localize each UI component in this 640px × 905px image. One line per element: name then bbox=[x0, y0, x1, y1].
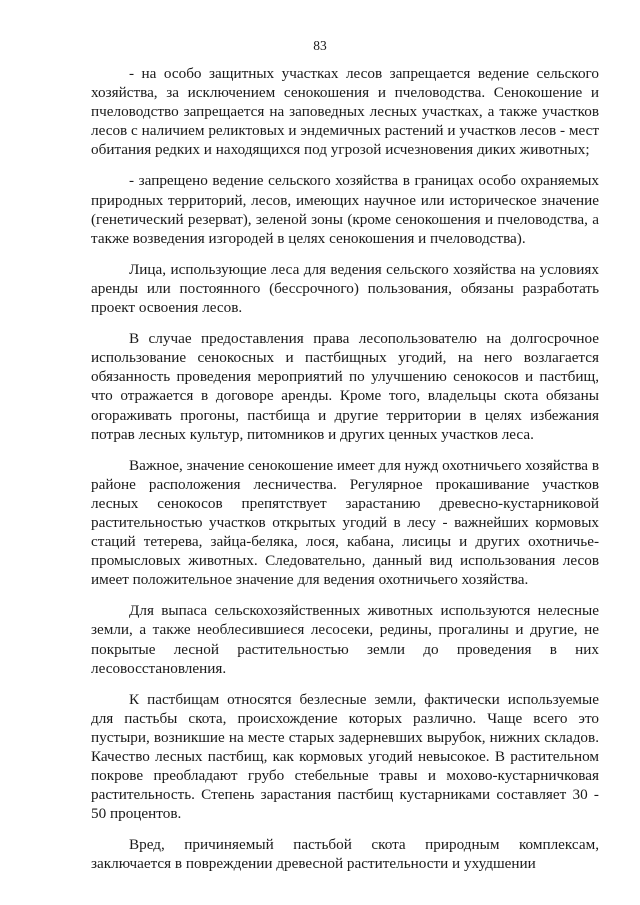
paragraph-grazing-harm: Вред, причиняемый пастьбой скота природным комплексам, заключается в повреждении древесной растительности и ухудшении bbox=[91, 836, 599, 873]
paragraph-pastures: К пастбищам относятся безлесные земли, фактически используемые для пастьбы скота, происхождение которых различно. Чаще всего это пустыри, возникшие на месте старых задерневших вырубок, нижних складов. Качество лесных пастбищ, как кормовых угодий невысокое. В растительном покрове преобладают грубо стебельные травы и мохово-кустарничковая растительность. Степень зарастания пастбищ кустарниками составляет 30 - 50 процентов. bbox=[91, 690, 599, 823]
page-number: 83 bbox=[313, 38, 327, 53]
paragraph-protected-territories: - запрещено ведение сельского хозяйства в границах особо охраняемых природных территорий, лесов, имеющих научное или историческое значение (генетический резерват), зеленой зоны (кроме сенокошения и пчеловодства, а также возведения изгородей в целях сенокошения и пчеловодства). bbox=[91, 172, 599, 247]
document-body bbox=[91, 64, 599, 886]
paragraph-protective-forests: - на особо защитных участках лесов запрещается ведение сельского хозяйства, за исключением сенокошения и пчеловодства. Сенокошение и пчеловодство запрещается на заповедных лесных участках, а также участков лесов с наличием реликтовых и эндемичных растений и участков лесов - мест обитания редких и находящихся под угрозой исчезновения диких животных; bbox=[91, 65, 599, 159]
paragraph-forest-development-project: Лица, использующие леса для ведения сельского хозяйства на условиях аренды или постоянного (бессрочного) пользования, обязаны разработать проект освоения лесов. bbox=[91, 260, 599, 317]
paragraph-grazing-lands: Для выпаса сельскохозяйственных животных используются нелесные земли, а также необлесившиеся лесосеки, редины, прогалины и другие, не покрытые лесной растительностью земли до проведения в них лесовосстановления. bbox=[91, 602, 599, 677]
paragraph-hunting-importance: Важное, значение сенокошение имеет для нужд охотничьего хозяйства в районе расположения лесничества. Регулярное прокашивание участков лесных сенокосов препятствует зарастанию древесно-кустарниковой растительностью участков открытых угодий в лесу - важнейших кормовых стаций тетерева, зайца-беляка, лося, кабана, лисицы и других охотничье-промысловых животных. Следовательно, данный вид использования лесов имеет положительное значение для ведения охотничьего хозяйства. bbox=[91, 456, 599, 589]
paragraph-long-term-use: В случае предоставления права лесопользователю на долгосрочное использование сенокосных и пастбищных угодий, на него возлагается обязанность проведения мероприятий по улучшению сенокосов и пастбищ, что отражается в договоре аренды. Кроме того, владельцы скота обязаны огораживать прогоны, пастбища и другие территории в целях избежания потрав лесных культур, питомников и других ценных участков леса. bbox=[91, 330, 599, 443]
